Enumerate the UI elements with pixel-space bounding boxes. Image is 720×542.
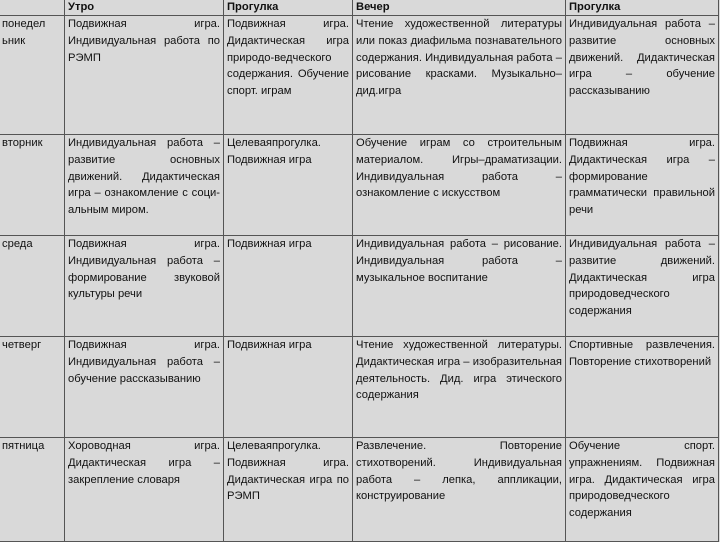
- table-row: [0, 337, 719, 438]
- morning-cell: Хороводная игра. Дидактическая игра – закрепление словаря: [65, 438, 224, 542]
- header-morning: Утро: [65, 0, 224, 16]
- table-row: [0, 135, 719, 236]
- morning-cell: Подвижная игра. Индивидуальная работа по РЭМП: [65, 16, 224, 135]
- walk-cell: Обучение спорт. упражнениям. Подвижная игра. Дидактическая игра природоведческого содержания: [566, 438, 719, 542]
- header-walk-2: Прогулка: [566, 0, 719, 16]
- table-row: [0, 16, 719, 135]
- day-cell: вторник: [0, 135, 65, 236]
- morning-cell: Индивидуальная работа – развитие основных движений. Дидактическая игра – ознакомление с соци-альным миром.: [65, 135, 224, 236]
- header-walk-1: Прогулка: [224, 0, 353, 16]
- header-day: [0, 0, 65, 16]
- header-row: [0, 0, 719, 16]
- table-row: [0, 236, 719, 337]
- table-row: [0, 438, 719, 542]
- walk-cell: Целеваяпрогулка. Подвижная игра. Дидактическая игра по РЭМП: [224, 438, 353, 542]
- walk-cell: Целеваяпрогулка. Подвижная игра: [224, 135, 353, 236]
- header-evening: Вечер: [353, 0, 566, 16]
- day-cell: пятница: [0, 438, 65, 542]
- evening-cell: Индивидуальная работа – рисование. Индивидуальная работа – музыкальное воспитание: [353, 236, 566, 337]
- walk-cell: Подвижная игра: [224, 236, 353, 337]
- day-cell: понедел ьник: [0, 16, 65, 135]
- walk-cell: Индивидуальная работа – развитие движений. Дидактическая игра природоведческого содержания: [566, 236, 719, 337]
- evening-cell: Развлечение. Повторение стихотворений. Индивидуальная работа – лепка, аппликации, конструирование: [353, 438, 566, 542]
- walk-cell: Подвижная игра. Дидактическая игра природо-ведческого содержания. Обучение спорт. играм: [224, 16, 353, 135]
- walk-cell: Индивидуальная работа – развитие основных движений. Дидактическая игра – обучение рассказыванию: [566, 16, 719, 135]
- evening-cell: Чтение художественной литературы или показ диафильма познавательного содержания. Индивидуальная работа – рисование красками. Музыкально–дид.игра: [353, 16, 566, 135]
- morning-cell: Подвижная игра. Индивидуальная работа – обучение рассказыванию: [65, 337, 224, 438]
- walk-cell: Подвижная игра: [224, 337, 353, 438]
- morning-cell: Подвижная игра. Индивидуальная работа – формирование звуковой культуры речи: [65, 236, 224, 337]
- walk-cell: Спортивные развлечения. Повторение стихотворений: [566, 337, 719, 438]
- evening-cell: Чтение художественной литературы. Дидактическая игра – изобразительная деятельность. Дид. игра этического содержания: [353, 337, 566, 438]
- day-cell: четверг: [0, 337, 65, 438]
- walk-cell: Подвижная игра. Дидактическая игра – формирование грамматически правильной речи: [566, 135, 719, 236]
- day-cell: среда: [0, 236, 65, 337]
- evening-cell: Обучение играм со строительным материалом. Игры–драматизации. Индивидуальная работа – ознакомление с искусством: [353, 135, 566, 236]
